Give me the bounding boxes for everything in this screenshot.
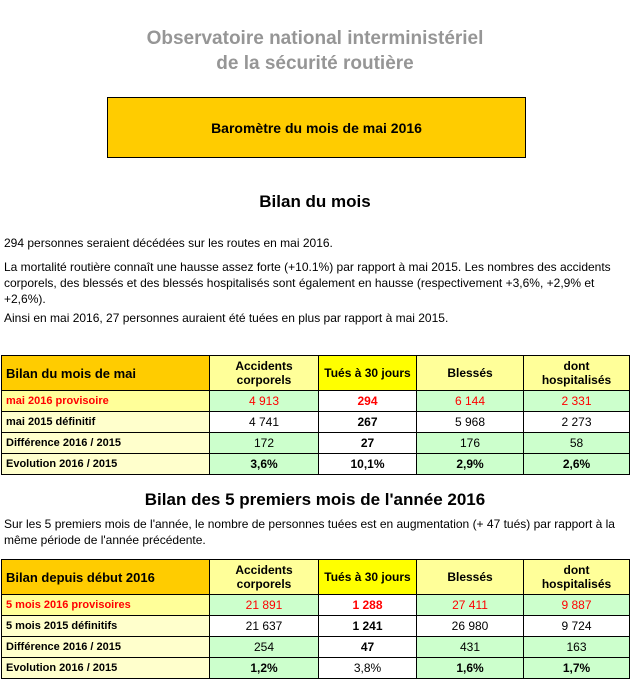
month-header-accidents: Accidents corporels [210, 356, 319, 391]
month-section-title: Bilan du mois [259, 192, 371, 211]
row-label: Différence 2016 / 2015 [2, 637, 210, 658]
cell-hospitalises: 2 273 [524, 412, 630, 433]
cell-blesses: 1,6% [417, 658, 524, 679]
cell-tues: 10,1% [319, 454, 417, 475]
cell-tues: 1 241 [319, 616, 417, 637]
cell-accidents: 1,2% [210, 658, 319, 679]
ytd-header-hospitalises: dont hospitalisés [524, 560, 630, 595]
row-label: Evolution 2016 / 2015 [2, 658, 210, 679]
cell-accidents: 172 [210, 433, 319, 454]
row-label: Evolution 2016 / 2015 [2, 454, 210, 475]
org-line-1: Observatoire national interministériel [146, 28, 484, 49]
cell-blesses: 5 968 [417, 412, 524, 433]
cell-accidents: 21 891 [210, 595, 319, 616]
month-paragraph-2: La mortalité routière connaît une hausse assez forte (+10.1%) par rapport à mai 2015. Les nombres des accidents corporels, des blessés et des blessés hospitalisés sont également en hausse (respectivement +3,6%, +2,9% et +2,6%). [4, 260, 611, 306]
row-label: 5 mois 2016 provisoires [2, 595, 210, 616]
cell-blesses: 176 [417, 433, 524, 454]
cell-tues: 3,8% [319, 658, 417, 679]
table-row [2, 616, 630, 637]
table-row [2, 454, 630, 475]
month-header-label: Bilan du mois de mai [2, 356, 210, 391]
row-label: Différence 2016 / 2015 [2, 433, 210, 454]
cell-tues: 294 [319, 391, 417, 412]
ytd-table-header [2, 560, 630, 595]
cell-blesses: 27 411 [417, 595, 524, 616]
cell-tues: 27 [319, 433, 417, 454]
cell-hospitalises: 58 [524, 433, 630, 454]
ytd-header-tues: Tués à 30 jours [319, 560, 417, 595]
org-line-2: de la sécurité routière [216, 53, 414, 74]
ytd-paragraph: Sur les 5 premiers mois de l'année, le nombre de personnes tuées est en augmentation (+ 47 tués) par rapport à la même période de l'année précédente. [4, 517, 615, 547]
cell-accidents: 21 637 [210, 616, 319, 637]
month-paragraph-3: Ainsi en mai 2016, 27 personnes auraient été tuées en plus par rapport à mai 2015. [4, 311, 449, 325]
month-header-blesses: Blessés [417, 356, 524, 391]
table-row [2, 658, 630, 679]
table-row [2, 433, 630, 454]
cell-hospitalises: 2 331 [524, 391, 630, 412]
cell-hospitalises: 9 887 [524, 595, 630, 616]
cell-blesses: 6 144 [417, 391, 524, 412]
barometer-title: Baromètre du mois de mai 2016 [211, 119, 422, 136]
ytd-header-label: Bilan depuis début 2016 [2, 560, 210, 595]
cell-hospitalises: 1,7% [524, 658, 630, 679]
table-row [2, 637, 630, 658]
cell-accidents: 254 [210, 637, 319, 658]
ytd-section-title: Bilan des 5 premiers mois de l'année 2016 [144, 490, 486, 509]
table-row [2, 391, 630, 412]
cell-hospitalises: 9 724 [524, 616, 630, 637]
month-table [1, 355, 630, 475]
cell-tues: 1 288 [319, 595, 417, 616]
row-label: mai 2016 provisoire [2, 391, 210, 412]
month-paragraph-1: 294 personnes seraient décédées sur les routes en mai 2016. [4, 236, 333, 250]
month-table-header [2, 356, 630, 391]
cell-tues: 267 [319, 412, 417, 433]
cell-hospitalises: 2,6% [524, 454, 630, 475]
cell-tues: 47 [319, 637, 417, 658]
ytd-header-accidents: Accidents corporels [210, 560, 319, 595]
barometer-banner [107, 97, 526, 158]
table-row [2, 595, 630, 616]
cell-blesses: 2,9% [417, 454, 524, 475]
month-header-tues: Tués à 30 jours [319, 356, 417, 391]
row-label: mai 2015 définitif [2, 412, 210, 433]
cell-blesses: 431 [417, 637, 524, 658]
ytd-header-blesses: Blessés [417, 560, 524, 595]
cell-hospitalises: 163 [524, 637, 630, 658]
month-header-hospitalises: dont hospitalisés [524, 356, 630, 391]
cell-accidents: 4 913 [210, 391, 319, 412]
organization-title [0, 26, 630, 76]
row-label: 5 mois 2015 définitifs [2, 616, 210, 637]
table-row [2, 412, 630, 433]
cell-blesses: 26 980 [417, 616, 524, 637]
ytd-table [1, 559, 630, 679]
cell-accidents: 3,6% [210, 454, 319, 475]
cell-accidents: 4 741 [210, 412, 319, 433]
